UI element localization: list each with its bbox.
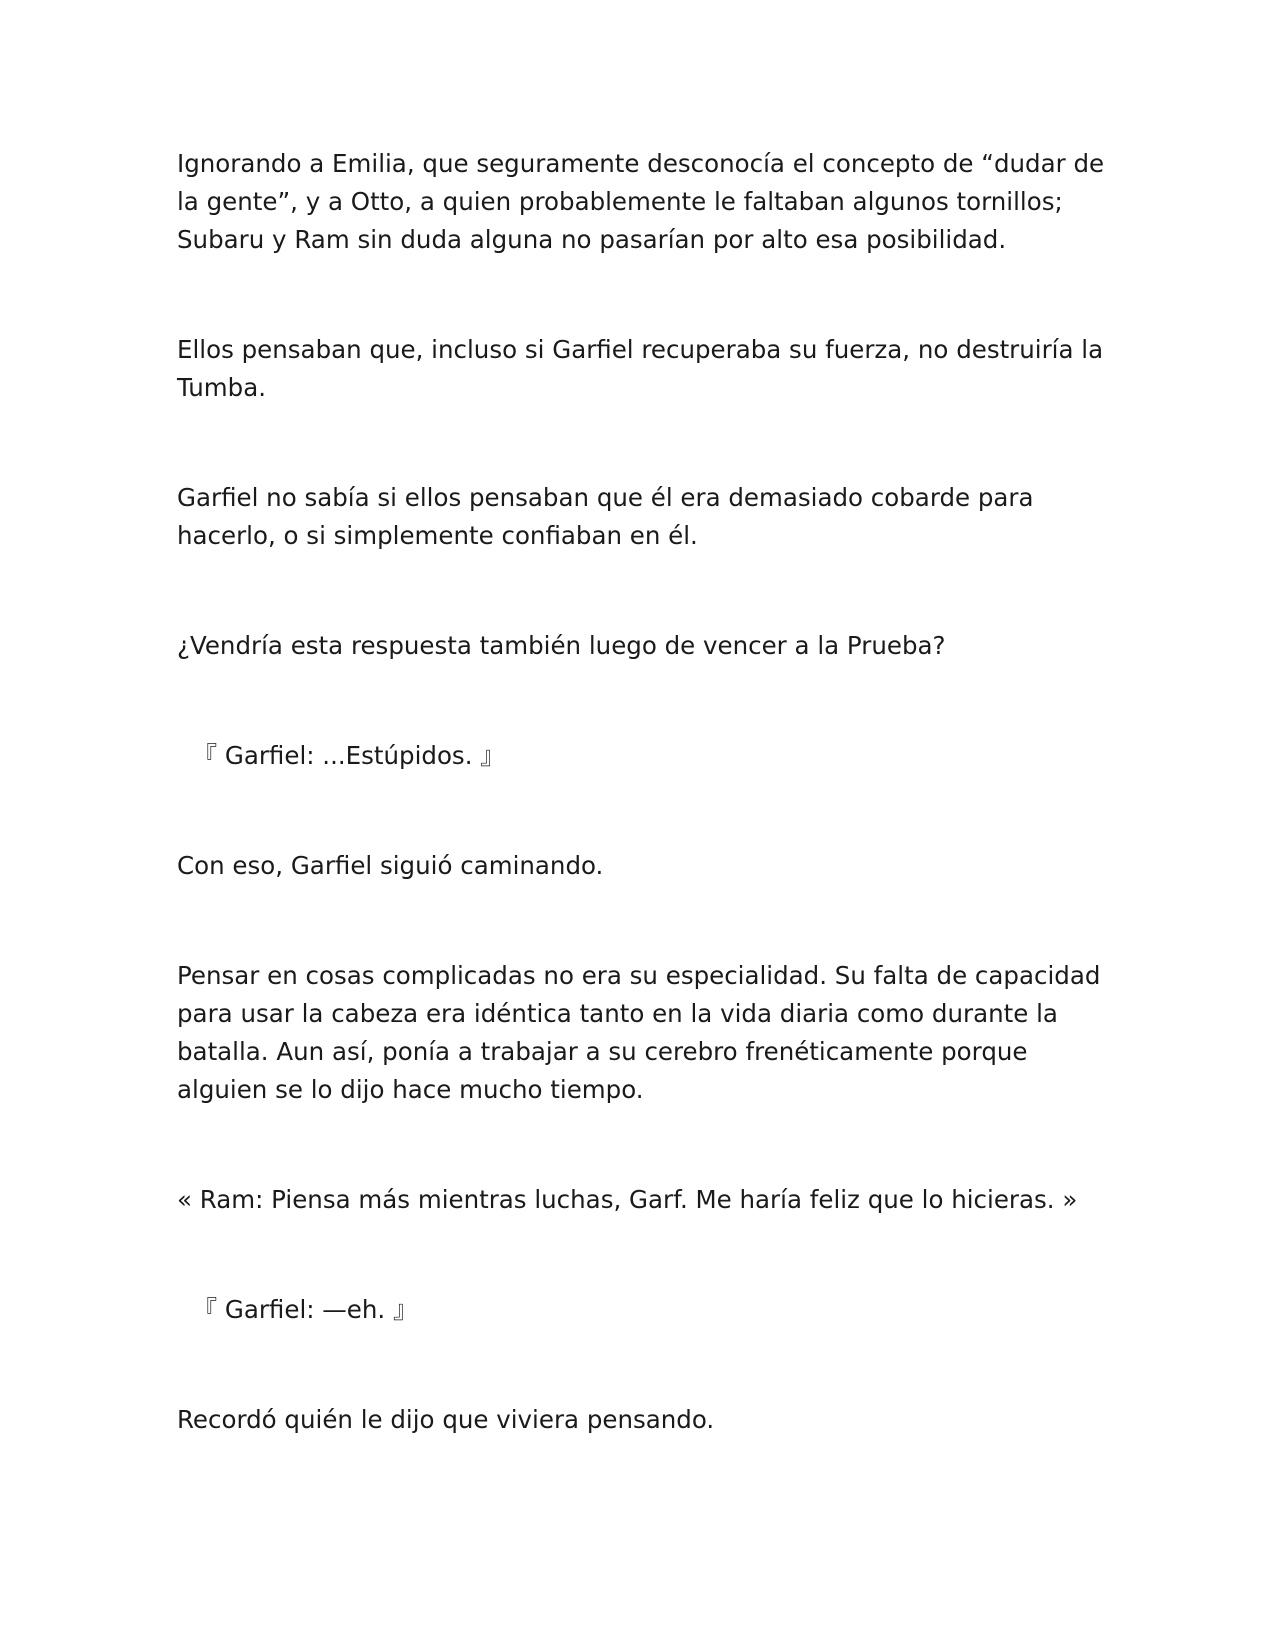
paragraph-3: Garfiel no sabía si ellos pensaban que él era demasiado cobarde para hacerlo, o si simplemente confiaban en él.: [177, 483, 1042, 550]
document-body: [177, 145, 1112, 1511]
paragraph-1: Ignorando a Emilia, que seguramente desconocía el concepto de “dudar de la gente”, y a Otto, a quien probablemente le faltaban algunos tornillos; Subaru y Ram sin duda alguna no pasarían por alto esa posibilidad.: [177, 149, 1112, 254]
paragraph-5: Con eso, Garfiel siguió caminando.: [177, 851, 604, 880]
paragraph-6: Pensar en cosas complicadas no era su especialidad. Su falta de capacidad para usar la cabeza era idéntica tanto en la vida diaria como durante la batalla. Aun así, ponía a trabajar a su cerebro frenéticamente porque alguien se lo dijo hace mucho tiempo.: [177, 961, 1109, 1104]
paragraph-2: Ellos pensaban que, incluso si Garfiel recuperaba su fuerza, no destruiría la Tumba.: [177, 335, 1111, 402]
dialogue-ram: « Ram: Piensa más mientras luchas, Garf. Me haría feliz que lo hicieras. »: [177, 1185, 1078, 1214]
dialogue-garfiel-1: 『 Garfiel: ...Estúpidos. 』: [177, 741, 505, 770]
paragraph-7: Recordó quién le dijo que viviera pensando.: [177, 1405, 715, 1434]
paragraph-4: ¿Vendría esta respuesta también luego de vencer a la Prueba?: [177, 631, 946, 660]
dialogue-garfiel-2: 『 Garfiel: —eh. 』: [177, 1295, 418, 1324]
